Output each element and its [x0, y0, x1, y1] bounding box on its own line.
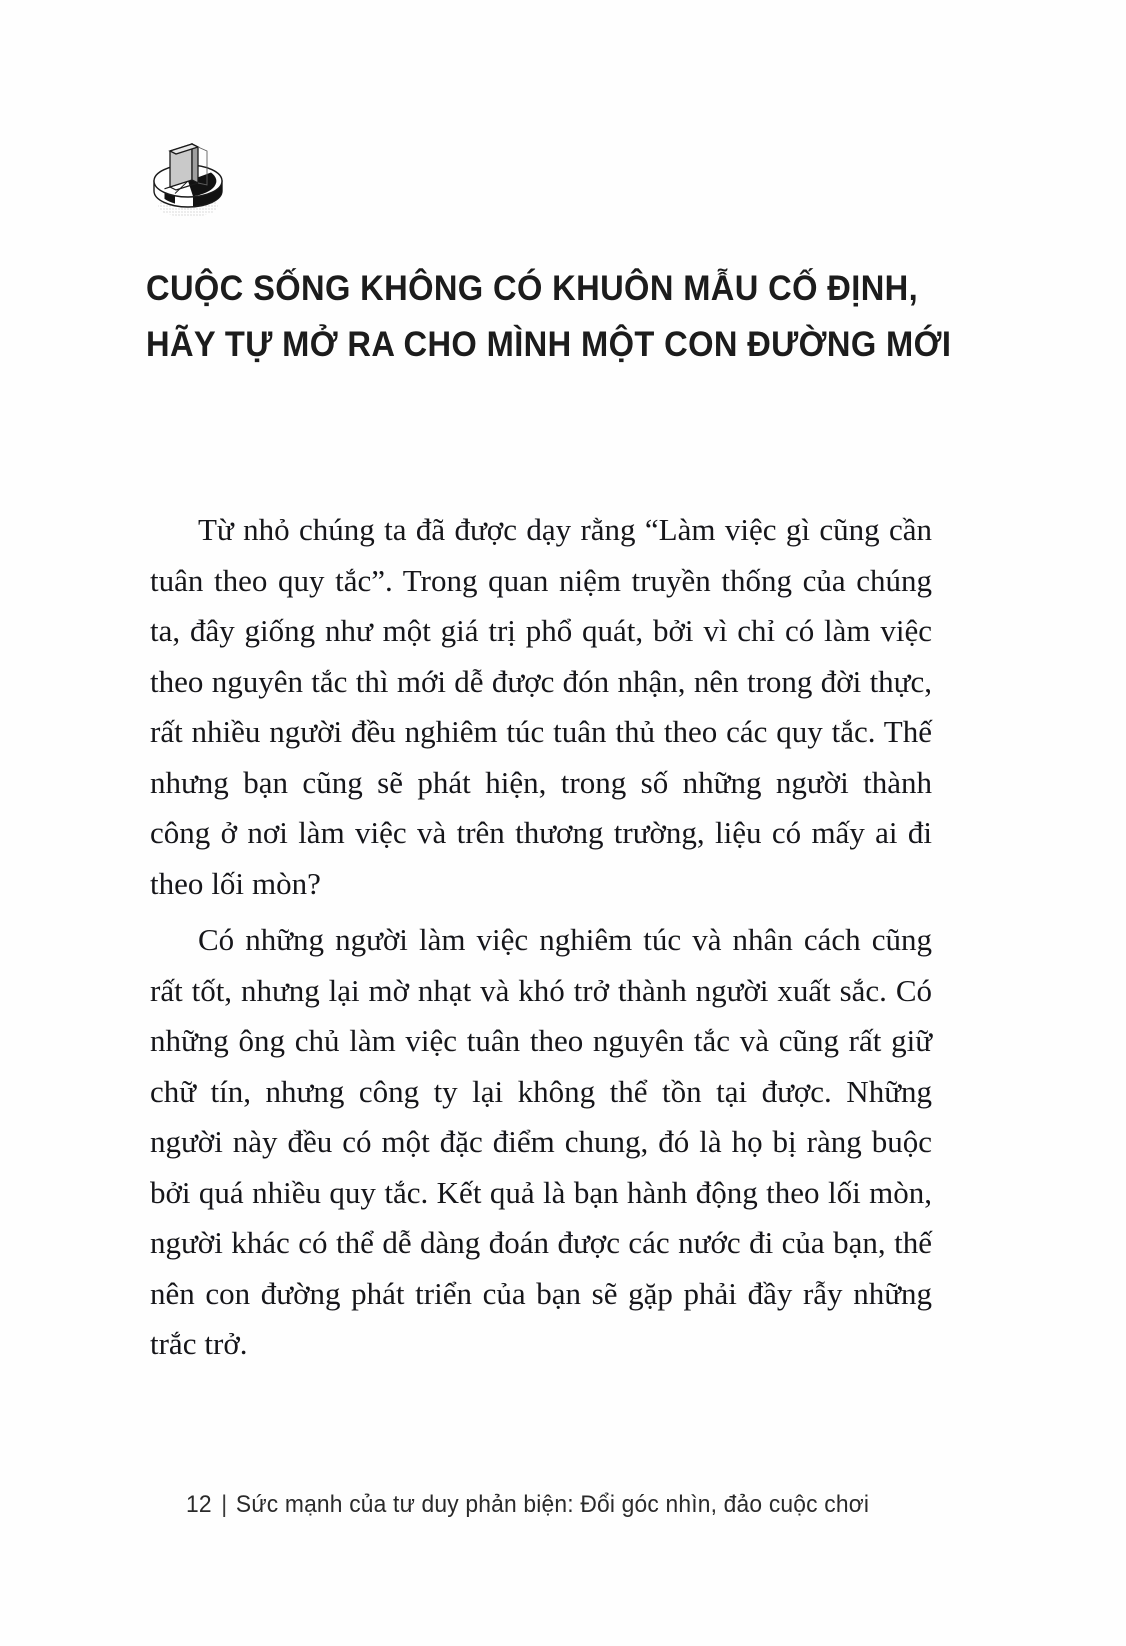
body-text	[150, 505, 932, 1370]
chapter-title-line-1: CUỘC SỐNG KHÔNG CÓ KHUÔN MẪU CỐ ĐỊNH,	[146, 267, 919, 308]
page-footer	[186, 1489, 869, 1521]
paragraph-2: Có những người làm việc nghiêm túc và nhân cách cũng rất tốt, nhưng lại mờ nhạt và khó trở thành người xuất sắc. Có những ông chủ làm việc tuân theo nguyên tắc và cũng rất giữ chữ tín, nhưng công ty lại không thể tồn tại được. Những người này đều có một đặc điểm chung, đó là họ bị ràng buộc bởi quá nhiều quy tắc. Kết quả là bạn hành động theo lối mòn, người khác có thể dễ dàng đoán được các nước đi của bạn, thế nên con đường phát triển của bạn sẽ gặp phải đầy rẫy những trắc trở.	[150, 922, 932, 1361]
isometric-pie-chart-icon	[148, 133, 228, 217]
paragraph-1: Từ nhỏ chúng ta đã được dạy rằng “Làm việc gì cũng cần tuân theo quy tắc”. Trong quan niệm truyền thống của chúng ta, đây giống như một giá trị phổ quát, bởi vì chỉ có làm việc theo nguyên tắc thì mới dễ được đón nhận, nên trong đời thực, rất nhiều người đều nghiêm túc tuân thủ theo các quy tắc. Thế nhưng bạn cũng sẽ phát hiện, trong số những người thành công ở nơi làm việc và trên thương trường, liệu có mấy ai đi theo lối mòn?	[150, 512, 932, 901]
page-number: 12	[186, 1491, 212, 1518]
chapter-title-line-2: HÃY TỰ MỞ RA CHO MÌNH MỘT CON ĐƯỜNG MỚI	[146, 323, 952, 364]
chapter-title	[146, 260, 952, 372]
footer-separator: |	[221, 1491, 228, 1518]
footer-book-title: Sức mạnh của tư duy phản biện: Đổi góc nhìn, đảo cuộc chơi	[235, 1491, 870, 1518]
